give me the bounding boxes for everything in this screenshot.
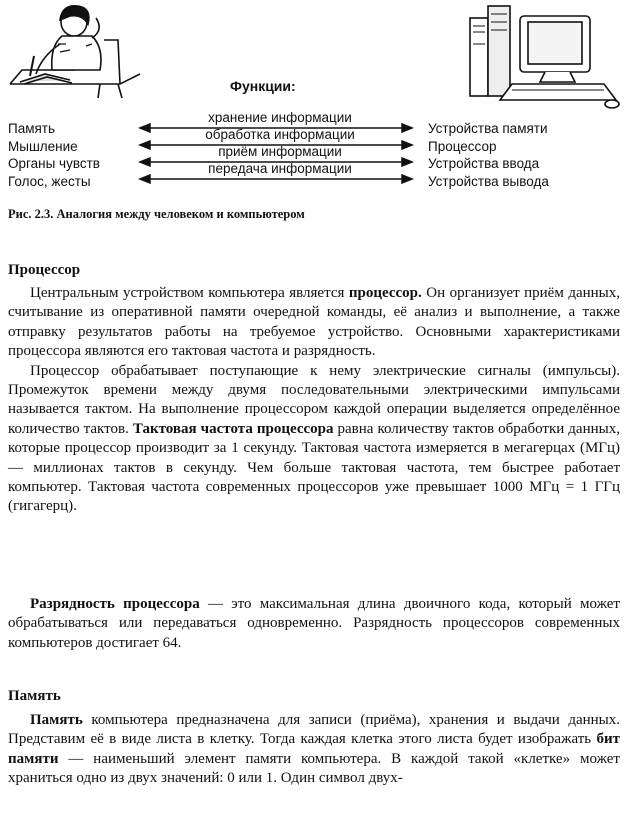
figure-title: Функции: [230,78,296,94]
paragraph [8,284,620,362]
computer-icon [470,6,619,108]
human-item: Память [8,121,56,136]
term-bold: процессор. [348,285,422,301]
paragraph [8,711,620,789]
term-bold: бит памяти [8,731,620,767]
human-item: Голос, жесты [8,173,91,189]
computer-item: Устройства памяти [428,121,548,136]
text-run: — это максимальная длина двоичного кода, который может обрабатываться или передаваться одновременно. Разрядность процессоров современных компьютеров достигает 64. [8,596,620,651]
processor-bitness-text [8,595,620,653]
human-item: Мышление [8,138,78,154]
human-item: Органы чувств [8,156,100,171]
term-bold: Тактовая частота процессора [132,420,334,437]
term-bold: Память [30,712,83,728]
text-run: компьютера предназначена для записи (приёма), хранения и выдачи данных. Представим её в виде листа в клетку. Тогда каждая клетка этого листа будет изображать [8,712,620,748]
text-run: Процессор обрабатывает поступающие к нему электрические сигналы (импульсы). Промежуток времени между двумя последовательными электрическими импульсами называется тактом. На выполнение процессором каждой операции выделяется определённое количество тактов. [8,362,620,437]
memory-text [8,711,620,789]
function-label: обработка информации [205,127,355,142]
text-run: Центральным устройством компьютера является [30,285,349,301]
figure-caption: Рис. 2.3. Аналогия между человеком и компьютером [8,207,305,221]
processor-text [8,284,620,517]
computer-item: Устройства вывода [428,173,549,189]
function-label: хранение информации [208,110,352,125]
text-run: — наименьший элемент памяти компьютера. В каждой такой «клетке» может храниться одно из двух значений: 0 или 1. Один символ двух- [8,750,620,787]
person-writing-icon [10,6,140,98]
section-heading-memory: Память [8,688,61,704]
paragraph [8,362,620,517]
text-run: Он организует приём данных, считывание из оперативной памяти очередной команды, её анализ и выполнение, а также отправку результатов работы на требуемое устройство. Основными характеристиками процессора являются его тактовая частота и разрядность. [8,285,620,360]
function-label: приём информации [218,144,342,159]
computer-items-list [428,120,549,190]
section-heading-processor: Процессор [8,262,81,278]
function-label: передача информации [208,161,352,176]
paragraph [8,595,620,653]
term-bold: Разрядность процессора [30,596,200,612]
computer-item: Процессор [428,138,497,154]
text-run: равна количеству тактов обработки данных, которые процессор производит за 1 секунду. Тактовая частота измеряется в мегагерцах (МГц) — миллионах тактов в секунду. Чем больше тактовая частота, тем быстрее работает компьютер. Тактовая частота современных процессоров уже превышает 1000 МГц = 1 ГГц (гигагерц). [8,420,620,515]
figure-human-computer-analogy [0,0,628,230]
computer-item: Устройства ввода [428,156,540,171]
